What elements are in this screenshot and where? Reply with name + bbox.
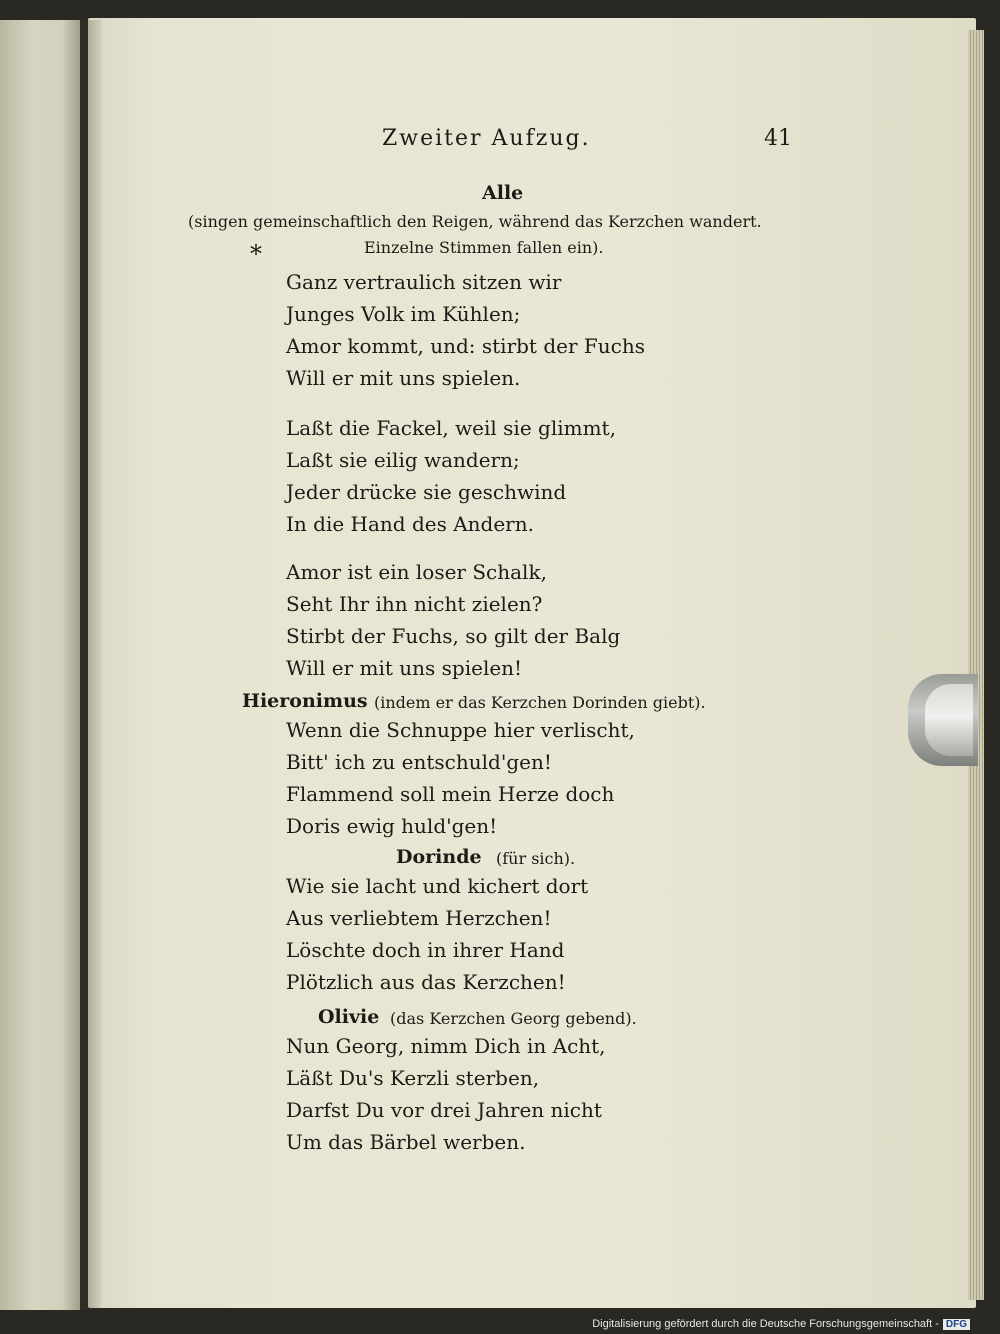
verse-line: Amor ist ein loser Schalk, <box>286 560 547 584</box>
stage-direction-4: (das Kerzchen Georg gebend). <box>390 1009 637 1028</box>
dfg-logo: DFG <box>943 1319 970 1330</box>
verse-line: Junges Volk im Kühlen; <box>286 302 521 326</box>
verse-line: Doris ewig huld'gen! <box>286 814 498 838</box>
page-edge <box>968 30 984 1300</box>
verse-line: Seht Ihr ihn nicht zielen? <box>286 592 543 616</box>
verse-line: Stirbt der Fuchs, so gilt der Balg <box>286 624 621 648</box>
speaker-alle: Alle <box>482 182 524 204</box>
footnote-marker: * <box>250 240 262 268</box>
verse-line: Wie sie lacht und kichert dort <box>286 874 589 898</box>
verse-line: Jeder drücke sie geschwind <box>286 480 567 504</box>
verse-line: Läßt Du's Kerzli sterben, <box>286 1066 540 1090</box>
stage-direction-3: (für sich). <box>496 849 576 868</box>
verse-line: Flammend soll mein Herze doch <box>286 782 615 806</box>
digitization-footer <box>592 1318 970 1330</box>
verse-line: Löschte doch in ihrer Hand <box>286 938 565 962</box>
verse-line: Darfst Du vor drei Jahren nicht <box>286 1098 602 1122</box>
verse-line: Will er mit uns spielen! <box>286 656 523 680</box>
verse-line: Laßt die Fackel, weil sie glimmt, <box>286 416 616 440</box>
verse-line: Amor kommt, und: stirbt der Fuchs <box>286 334 645 358</box>
stage-direction-1b: Einzelne Stimmen fallen ein). <box>364 238 604 257</box>
verse-line: Bitt' ich zu entschuld'gen! <box>286 750 552 774</box>
verse-line: Will er mit uns spielen. <box>286 366 521 390</box>
verse-line: Ganz vertraulich sitzen wir <box>286 270 562 294</box>
running-header: Zweiter Aufzug. <box>382 126 591 151</box>
page-clip-highlight <box>925 684 973 756</box>
verse-line: Aus verliebtem Herzchen! <box>286 906 552 930</box>
verse-line: Um das Bärbel werben. <box>286 1130 526 1154</box>
verse-line: Laßt sie eilig wandern; <box>286 448 520 472</box>
verse-line: Nun Georg, nimm Dich in Acht, <box>286 1034 606 1058</box>
verse-line: Wenn die Schnuppe hier verlischt, <box>286 718 635 742</box>
stage-direction-1a: (singen gemeinschaftlich den Reigen, während das Kerzchen wandert. <box>188 212 762 231</box>
speaker-olivie: Olivie <box>318 1006 380 1028</box>
verse-line: Plötzlich aus das Kerzchen! <box>286 970 566 994</box>
speaker-hieronimus: Hieronimus <box>242 690 368 712</box>
verse-line: In die Hand des Andern. <box>286 512 534 536</box>
footer-text: Digitalisierung gefördert durch die Deutsche Forschungsgemeinschaft - <box>592 1318 939 1330</box>
stage-direction-2: (indem er das Kerzchen Dorinden giebt). <box>374 693 706 712</box>
speaker-dorinde: Dorinde <box>396 846 482 868</box>
page-number: 41 <box>764 126 792 151</box>
page-gutter <box>62 20 102 1310</box>
